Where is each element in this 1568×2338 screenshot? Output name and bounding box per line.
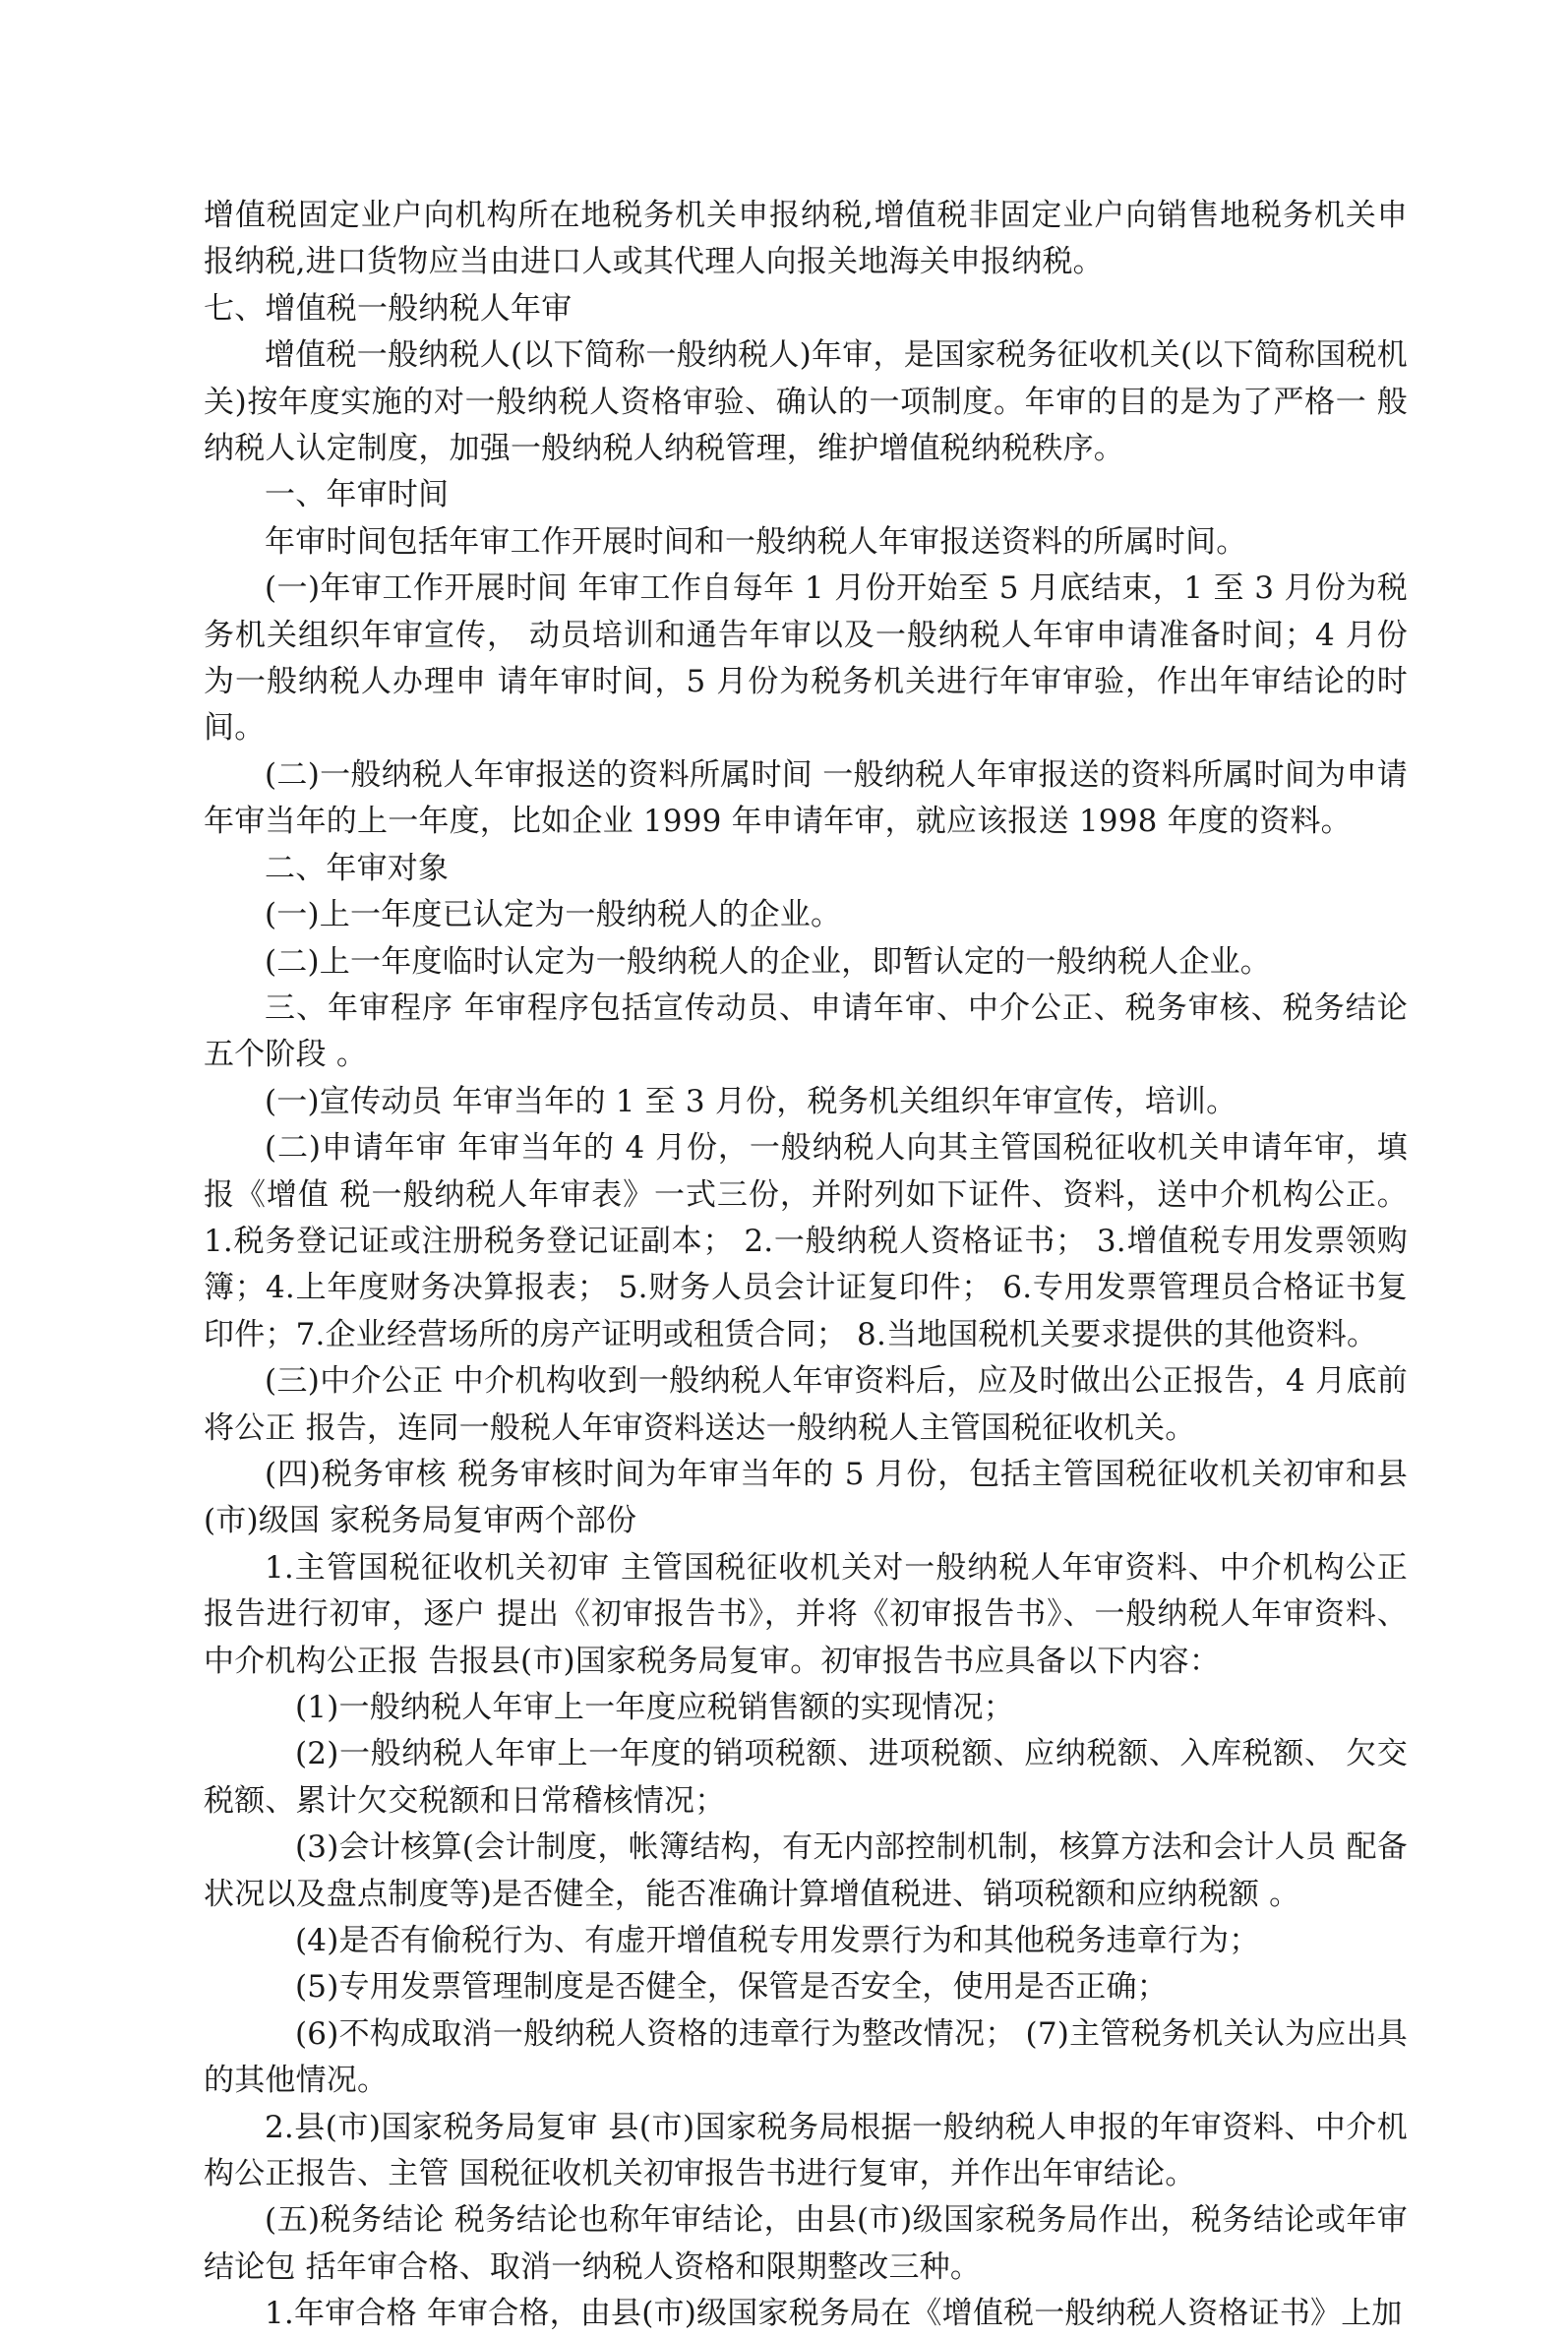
paragraph: (二)申请年审 年审当年的 4 月份，一般纳税人向其主管国税征收机关申请年审，填报《增值 税一般纳税人年审表》一式三份，并附列如下证件、资料，送中介机构公正。 1.税务登记证或注册税务登记证副本； 2.一般纳税人资格证书； 3.增值税专用发票领购簿；4.上年度财务决算报表； 5.财务人员会计证复印件； 6.专用发票管理员合格证书复印件；7.企业经营场所的房产证明或租赁合同； 8.当地国税机关要求提供的其他资料。 bbox=[204, 1130, 1408, 1352]
paragraph: 三、年审程序 年审程序包括宣传动员、申请年审、中介公正、税务审核、税务结论五个阶段 。 bbox=[204, 989, 1408, 1073]
paragraph: (三)中介公正 中介机构收到一般纳税人年审资料后，应及时做出公正报告，4 月底前将公正 报告，连同一般税人年审资料送达一般纳税人主管国税征收机关。 bbox=[204, 1363, 1408, 1446]
paragraph: (四)税务审核 税务审核时间为年审当年的 5 月份，包括主管国税征收机关初审和县(市)级国 家税务局复审两个部份 bbox=[204, 1456, 1408, 1539]
paragraph: 增值税固定业户向机构所在地税务机关申报纳税,增值税非固定业户向销售地税务机关申报纳税,进口货物应当由进口人或其代理人向报关地海关申报纳税。 bbox=[204, 198, 1408, 280]
paragraph: (二)上一年度临时认定为一般纳税人的企业，即暂认定的一般纳税人企业。 bbox=[265, 943, 1271, 980]
paragraph: (一)宣传动员 年审当年的 1 至 3 月份，税务机关组织年审宣传，培训。 bbox=[265, 1083, 1237, 1119]
document-body bbox=[204, 193, 1408, 2338]
paragraph: 1.年审合格 年审合格，由县(市)级国家税务局在《增值税一般纳税人资格证书》上加 bbox=[265, 2296, 1403, 2332]
paragraph: (3)会计核算(会计制度，帐簿结构，有无内部控制机制，核算方法和会计人员 配备状况以及盘点制度等)是否健全，能否准确计算增值税进、销项税额和应纳税额 。 bbox=[204, 1829, 1408, 1912]
paragraph: (一)年审工作开展时间 年审工作自每年 1 月份开始至 5 月底结束，1 至 3 月份为税务机关组织年审宣传， 动员培训和通告年审以及一般纳税人年审申请准备时间；4 月份为一般纳税人办理申 请年审时间，5 月份为税务机关进行年审审验，作出年审结论的时间。 bbox=[204, 570, 1408, 747]
paragraph: (6)不构成取消一般纳税人资格的违章行为整改情况； (7)主管税务机关认为应出具的其他情况。 bbox=[204, 2015, 1408, 2099]
paragraph: 年审时间包括年审工作开展时间和一般纳税人年审报送资料的所属时间。 bbox=[265, 523, 1247, 560]
paragraph: (一)上一年度已认定为一般纳税人的企业。 bbox=[265, 897, 842, 933]
paragraph: 1.主管国税征收机关初审 主管国税征收机关对一般纳税人年审资料、中介机构公正报告进行初审，逐户 提出《初审报告书》，并将《初审报告书》、一般纳税人年审资料、中介机构公正报 告报县(市)国家税务局复审。初审报告书应具备以下内容： bbox=[204, 1549, 1408, 1679]
paragraph: 七、增值税一般纳税人年审 bbox=[204, 290, 573, 327]
paragraph: 一、年审时间 bbox=[265, 477, 450, 513]
paragraph: 二、年审对象 bbox=[265, 850, 450, 886]
paragraph: (二)一般纳税人年审报送的资料所属时间 一般纳税人年审报送的资料所属时间为申请年审当年的上一年度，比如企业 1999 年申请年审，就应该报送 1998 年度的资料。 bbox=[204, 756, 1408, 840]
paragraph: (1)一般纳税人年审上一年度应税销售额的实现情况； bbox=[295, 1690, 1014, 1725]
paragraph: 增值税一般纳税人(以下简称一般纳税人)年审，是国家税务征收机关(以下简称国税机关)按年度实施的对一般纳税人资格审验、确认的一项制度。年审的目的是为了严格一 般纳税人认定制度，加强一般纳税人纳税管理，维护增值税纳税秩序。 bbox=[204, 337, 1408, 467]
paragraph: (五)税务结论 税务结论也称年审结论，由县(市)级国家税务局作出，税务结论或年审结论包 括年审合格、取消一纳税人资格和限期整改三种。 bbox=[204, 2202, 1408, 2285]
paragraph: (4)是否有偷税行为、有虚开增值税专用发票行为和其他税务违章行为； bbox=[295, 1923, 1260, 1959]
paragraph: (2)一般纳税人年审上一年度的销项税额、进项税额、应纳税额、入库税额、 欠交税额、累计欠交税额和日常稽核情况； bbox=[204, 1736, 1408, 1819]
paragraph: (5)专用发票管理制度是否健全，保管是否安全，使用是否正确； bbox=[295, 1969, 1168, 2006]
paragraph: 2.县(市)国家税务局复审 县(市)国家税务局根据一般纳税人申报的年审资料、中介机构公正报告、主管 国税征收机关初审报告书进行复审，并作出年审结论。 bbox=[204, 2109, 1408, 2192]
